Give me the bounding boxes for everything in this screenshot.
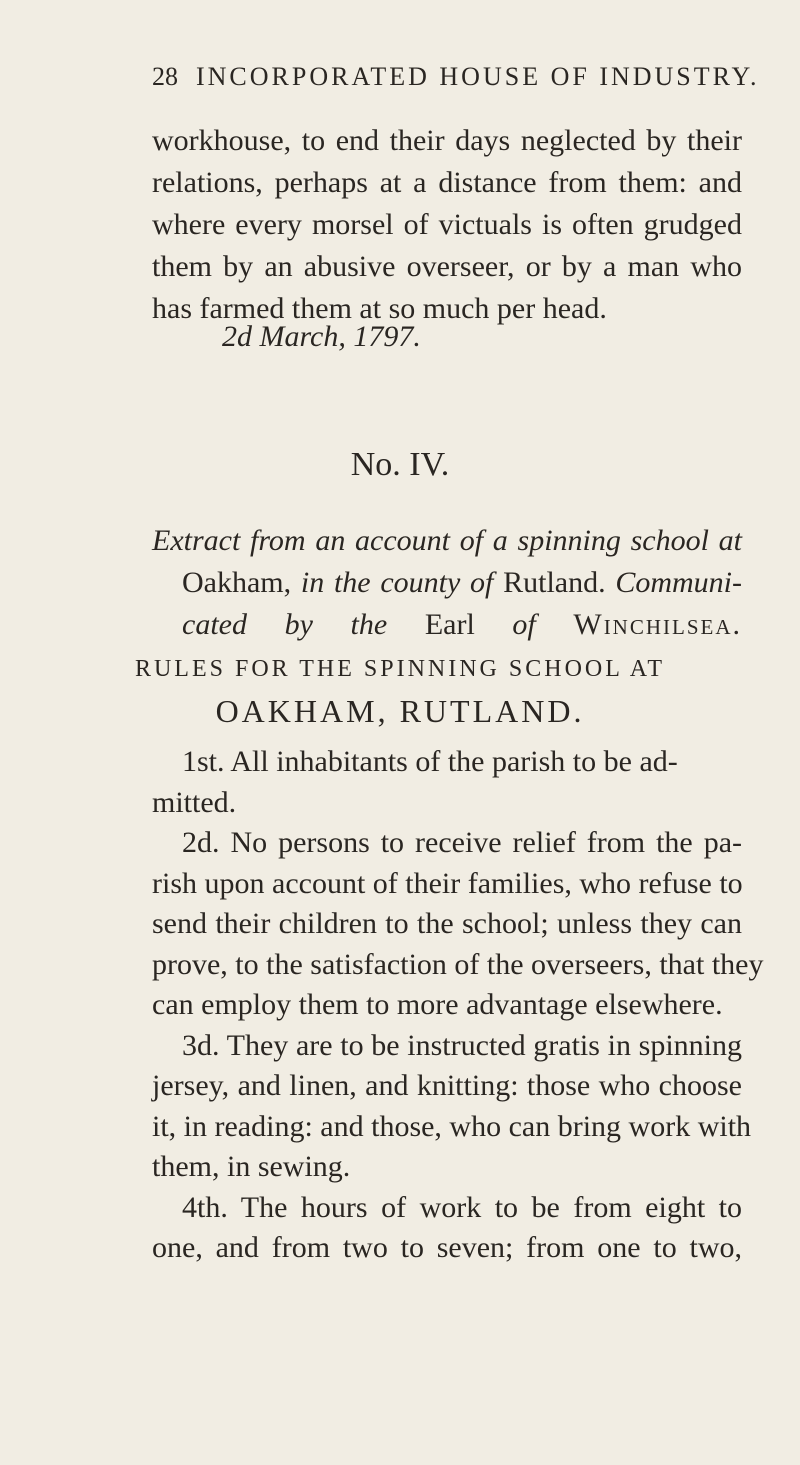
extract-title — [152, 520, 742, 646]
running-header — [152, 62, 760, 92]
text-line: mitted. — [152, 785, 237, 819]
text-line: them by an abusive overseer, or by a man who — [152, 250, 742, 283]
opening-paragraph — [152, 120, 742, 330]
text-line: 2d. No persons to receive relief from the pa- — [182, 826, 742, 859]
page-number: 28 — [152, 62, 178, 91]
text-line: rish upon account of their families, who refuse to — [152, 866, 743, 900]
text-line: Extract from an account of a spinning school at — [152, 524, 742, 557]
rules-heading-line: RULES FOR THE SPINNING SCHOOL AT — [134, 656, 666, 682]
section-number: No. IV. — [350, 446, 450, 483]
text-line: jersey, and linen, and knitting: those who choose — [152, 1069, 742, 1102]
text-line: Oakham, in the county of Rutland. Communi- — [182, 566, 742, 599]
text-line: cated by the Earl of Winchilsea. — [182, 608, 743, 641]
text-line: 4th. The hours of work to be from eight to — [182, 1190, 742, 1224]
text-line: send their children to the school; unless they can — [152, 907, 742, 940]
text-line: 1st. All inhabitants of the parish to be ad- — [182, 745, 678, 778]
text-line: can employ them to more advantage elsewhere. — [152, 988, 723, 1021]
text-line: relations, perhaps at a distance from them: and — [152, 166, 742, 199]
rules-heading-line: OAKHAM, RUTLAND. — [215, 693, 585, 729]
rules-list — [152, 742, 764, 1269]
text-line: it, in reading: and those, who can bring work with — [152, 1109, 752, 1143]
rules-heading — [0, 648, 800, 732]
text-line: prove, to the satisfaction of the overseers, that they — [152, 947, 764, 981]
header-title: INCORPORATED HOUSE OF INDUSTRY. — [196, 62, 760, 91]
text-line: 3d. They are to be instructed gratis in spinning — [182, 1028, 742, 1062]
text-line: them, in sewing. — [152, 1150, 351, 1183]
dateline: 2d March, 1797. — [222, 320, 421, 353]
text-line: workhouse, to end their days neglected by their — [152, 124, 742, 157]
text-line: where every morsel of victuals is often grudged — [152, 208, 742, 241]
text-line: has farmed them at so much per head. — [152, 292, 607, 325]
text-line: one, and from two to seven; from one to two, — [152, 1231, 742, 1264]
